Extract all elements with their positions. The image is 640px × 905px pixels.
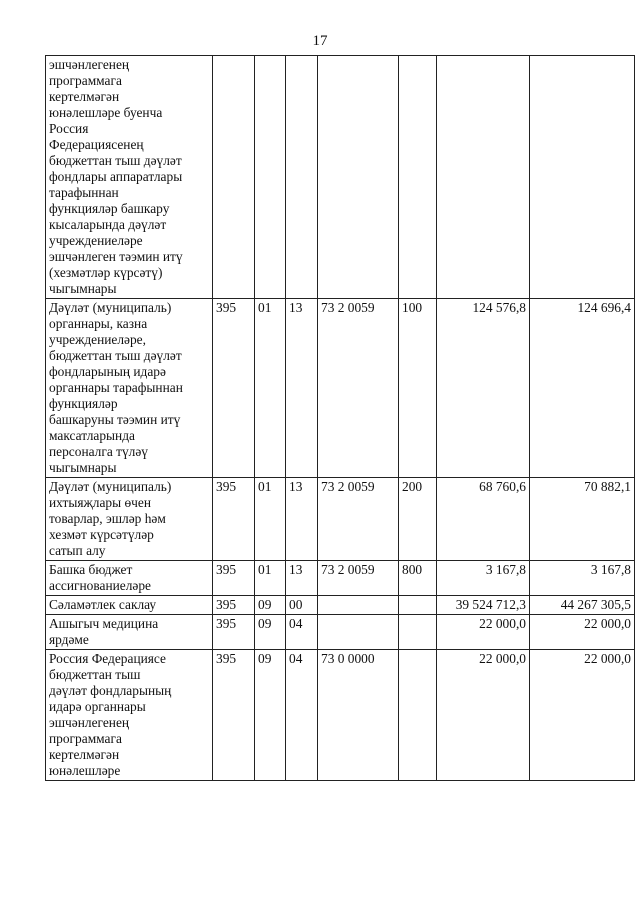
subsection-cell xyxy=(286,56,318,299)
subsection-cell: 13 xyxy=(286,478,318,561)
target-article-cell: 73 0 0000 xyxy=(318,650,399,781)
subsection-cell: 04 xyxy=(286,615,318,650)
amount-year1-cell: 22 000,0 xyxy=(437,650,530,781)
section-cell: 01 xyxy=(255,561,286,596)
section-cell: 09 xyxy=(255,596,286,615)
ministry-code-cell: 395 xyxy=(213,299,255,478)
subsection-cell: 13 xyxy=(286,561,318,596)
table-row xyxy=(46,56,635,299)
ministry-code-cell: 395 xyxy=(213,478,255,561)
amount-year1-cell: 39 524 712,3 xyxy=(437,596,530,615)
ministry-code-cell: 395 xyxy=(213,650,255,781)
target-article-cell: 73 2 0059 xyxy=(318,561,399,596)
table-row xyxy=(46,650,635,781)
amount-year1-cell: 124 576,8 xyxy=(437,299,530,478)
amount-year2-cell: 70 882,1 xyxy=(530,478,635,561)
amount-year2-cell xyxy=(530,56,635,299)
table-row xyxy=(46,615,635,650)
expense-type-cell: 800 xyxy=(399,561,437,596)
amount-year2-cell: 44 267 305,5 xyxy=(530,596,635,615)
name-cell: Дәүләт (муниципаль) органнары, казна учреждениеләре, бюджеттан тыш дәүләт фондларының идарә органнары тарафыннан функцияләр башкаруны тәэмин итү максатларында персоналга түләү чыгымнары xyxy=(46,299,213,478)
target-article-cell xyxy=(318,56,399,299)
target-article-cell xyxy=(318,596,399,615)
section-cell: 09 xyxy=(255,615,286,650)
ministry-code-cell: 395 xyxy=(213,596,255,615)
target-article-cell: 73 2 0059 xyxy=(318,478,399,561)
amount-year2-cell: 3 167,8 xyxy=(530,561,635,596)
page-number: 17 xyxy=(312,33,328,49)
target-article-cell xyxy=(318,615,399,650)
expense-type-cell xyxy=(399,615,437,650)
expense-type-cell: 100 xyxy=(399,299,437,478)
amount-year1-cell: 3 167,8 xyxy=(437,561,530,596)
name-cell: Башка бюджет ассигнованиеләре xyxy=(46,561,213,596)
name-cell: Дәүләт (муниципаль) ихтыяҗлары өчен товарлар, эшләр һәм хезмәт күрсәтүләр сатып алу xyxy=(46,478,213,561)
expense-type-cell xyxy=(399,56,437,299)
amount-year1-cell: 68 760,6 xyxy=(437,478,530,561)
table-row xyxy=(46,596,635,615)
expense-type-cell xyxy=(399,596,437,615)
expense-type-cell xyxy=(399,650,437,781)
section-cell xyxy=(255,56,286,299)
ministry-code-cell xyxy=(213,56,255,299)
target-article-cell: 73 2 0059 xyxy=(318,299,399,478)
amount-year2-cell: 124 696,4 xyxy=(530,299,635,478)
subsection-cell: 13 xyxy=(286,299,318,478)
expense-type-cell: 200 xyxy=(399,478,437,561)
table-row xyxy=(46,299,635,478)
table-row xyxy=(46,478,635,561)
subsection-cell: 04 xyxy=(286,650,318,781)
ministry-code-cell: 395 xyxy=(213,561,255,596)
name-cell: Ашыгыч медицина ярдәме xyxy=(46,615,213,650)
table-body xyxy=(46,56,635,781)
name-cell: Сәламәтлек саклау xyxy=(46,596,213,615)
name-cell: эшчәнлегенең программага кертелмәгән юнәлешләре буенча Россия Федерациясенең бюджеттан тыш дәүләт фондлары аппаратлары тарафыннан функцияләр башкару кысаларында дәүләт учреждениеләре эшчәнлеген тәэмин итү (хезмәтләр күрсәтү) чыгымнары xyxy=(46,56,213,299)
section-cell: 01 xyxy=(255,299,286,478)
amount-year2-cell: 22 000,0 xyxy=(530,615,635,650)
budget-table xyxy=(45,55,635,781)
amount-year1-cell: 22 000,0 xyxy=(437,615,530,650)
table-row xyxy=(46,561,635,596)
subsection-cell: 00 xyxy=(286,596,318,615)
amount-year1-cell xyxy=(437,56,530,299)
amount-year2-cell: 22 000,0 xyxy=(530,650,635,781)
section-cell: 09 xyxy=(255,650,286,781)
section-cell: 01 xyxy=(255,478,286,561)
ministry-code-cell: 395 xyxy=(213,615,255,650)
name-cell: Россия Федерациясе бюджеттан тыш дәүләт фондларының идарә органнары эшчәнлегенең программага кертелмәгән юнәлешләре xyxy=(46,650,213,781)
